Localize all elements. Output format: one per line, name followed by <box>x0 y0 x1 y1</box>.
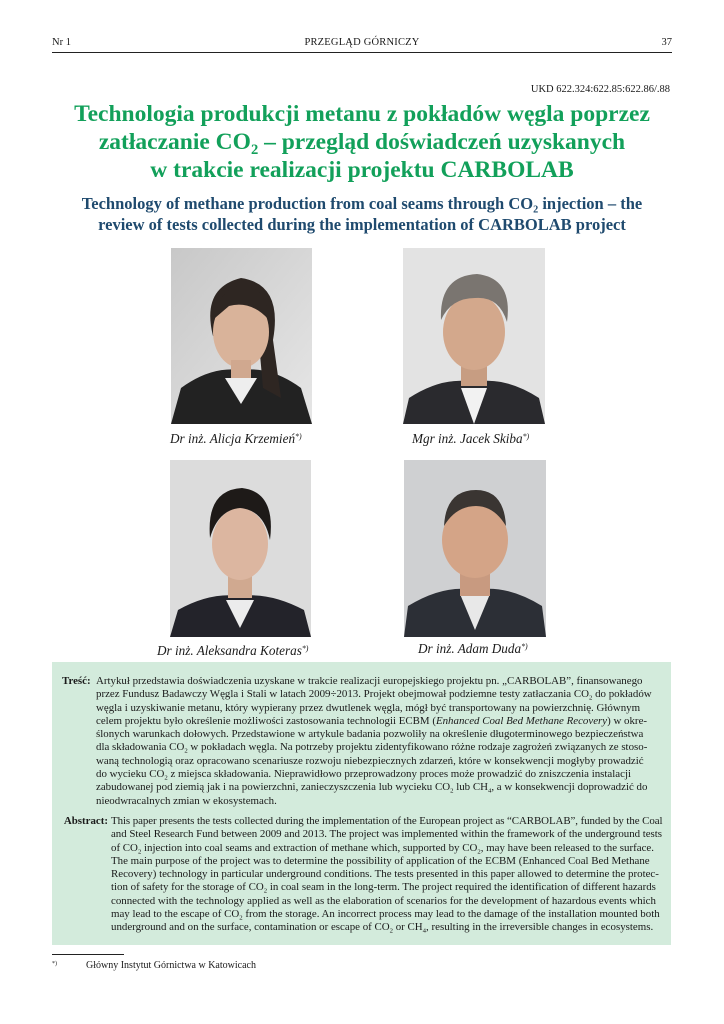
title-pl-line-2: zatłaczanie $CO_2$ – przegląd doświadczeń uzyskanych <box>98 129 626 159</box>
journal-name: PRZEGLĄD GÓRNICZY <box>304 37 420 48</box>
caption-duda: Dr inż. Adam Duda*) <box>418 641 528 656</box>
footnote: *) Główny Instytut Górnictwa w Katowicach <box>52 960 256 971</box>
author-photo-skiba <box>403 248 545 424</box>
title-english <box>40 193 684 235</box>
abstract-text: This paper presents the tests collected during the implementation of the European project as “CARBOLAB”, funded by the Coal and Steel Research Fund between 2009 and 2013. The project was implemented within the framework of the underground tests of $CO_2$ injection into coal seams and extraction of methane which, supported by $CO_2$, may have been released to the surface. The main purpose of the project was to determine the possibility of application of the ECBM (Enhanced Coal Bed Methane Recovery) technology in particular underground conditions. The tests presented in this paper allowed to determine the protec- tion of safety for the storage of $CO_2$ in coal seam in the long-term. The project required the identification of different hazards connected with the technology applied as well as the elaboration of scenarios for the development of hazardous events which may lead to the escape of $CO_2$ from the storage. An incorrect process may lead to the damage of the installation mounted both underground and on the surface, contamination or escape of $CO_2$ or $CH_4$, resulting in the irreversible changes in ecosystems. <box>111 815 663 935</box>
abstract-english <box>62 815 662 939</box>
running-header <box>52 37 672 51</box>
caption-krzemien: Dr inż. Alicja Krzemień*) <box>170 431 302 446</box>
ukd-code: UKD 622.324:622.85:622.86/.88 <box>530 84 670 95</box>
abstract-polish <box>62 675 662 811</box>
title-en-line-1: Technology of methane production from coal seams through $CO_2$ injection – the <box>81 194 643 216</box>
caption-koteras: Dr inż. Aleksandra Koteras*) <box>157 643 309 658</box>
abstract-label: Abstract: <box>63 815 108 827</box>
title-pl-line-3: w trakcie realizacji projektu CARBOLAB <box>150 157 574 183</box>
author-photo-duda <box>404 460 546 637</box>
page-number: 37 <box>661 37 672 48</box>
footnote-rule <box>52 954 124 955</box>
header-rule <box>52 52 672 53</box>
caption-skiba: Mgr inż. Jacek Skiba*) <box>412 431 530 446</box>
author-photo-krzemien <box>171 248 312 424</box>
author-photo-koteras <box>170 460 311 637</box>
tresc-text: Artykuł przedstawia doświadczenia uzyskane w trakcie realizacji europejskiego projektu pn. „CARBOLAB”, finansowanego przez Fundusz Badawczy Węgla i Stali w latach 2009÷2013. Projekt obejmował podziemne testy zatłaczania $CO_2$ do pokładów węgla i uzyskiwanie metanu, który wypierany przez dwutlenek węgla, mógł być transportowany na powierzchnię. Głównym celem projektu było określenie możliwości zastosowania technologii ECBM (Enhanced Coal Bed Methane Recovery) w okre- ślonych warunkach dołowych. Przedstawione w artykule badania pozwoliły na określenie długoterminowego bezpieczeństwa dla składowania $CO_2$ w pokładach węgla. Na potrzeby projektu zidentyfikowano różne rodzaje zagrożeń związanych ze stoso- waną technologią oraz opracowano scenariusze rozwoju niebezpiecznych zdarzeń, które w konsekwencji mogłyby prowadzić do wycieku $CO_2$ z miejsca składowania. Nieprawidłowo przeprowadzony proces może prowadzić do zniszczenia instalacji zabudowanej pod ziemią jak i na powierzchni, zanieczyszczenia lub wycieku $CO_2$ lub $CH_4$, a w konsekwencji doprowadzić do nieodwracalnych zmian w ekosystemach. <box>96 675 652 807</box>
title-en-line-2: review of tests collected during the implementation of CARBOLAB project <box>98 215 626 234</box>
tresc-label: Treść: <box>62 675 91 687</box>
footnote-text: Główny Instytut Górnictwa w Katowicach <box>86 960 256 971</box>
title-pl-line-1: Technologia produkcji metanu z pokładów węgla poprzez <box>74 101 650 127</box>
title-polish <box>40 100 684 184</box>
issue-number: Nr 1 <box>52 37 71 48</box>
